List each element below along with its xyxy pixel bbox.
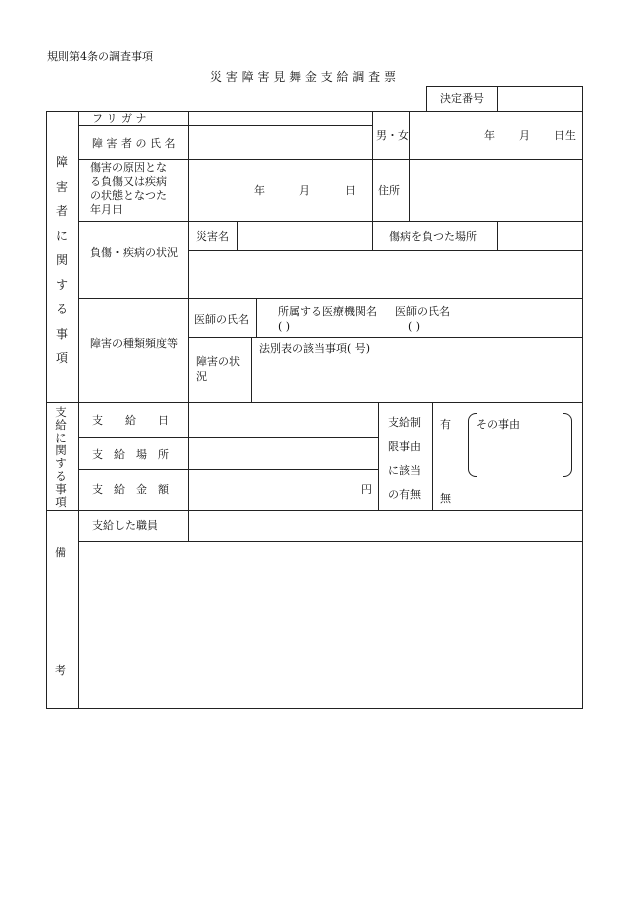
payment-section-label: 支給に関する事項 [55,405,67,509]
remarks-label-top: 備 [55,546,66,559]
restriction-no[interactable]: 無 [440,492,451,505]
doctor-name-label: 医師の氏名 [194,313,249,326]
birth-day-label: 日生 [554,129,576,142]
cause-month-label: 月 [299,184,310,197]
cause-year-label: 年 [254,184,265,197]
address-field[interactable] [410,160,582,220]
disability-kind-label: 障害の種類頻度等 [90,337,178,350]
furigana-label: フ リ ガ ナ [92,112,147,125]
address-label: 住所 [378,184,400,197]
institution-field[interactable]: ( ) [278,320,291,333]
injury-place-label: 傷病を負つた場所 [389,230,477,243]
doctor-name-field[interactable]: ( ) [408,320,421,333]
decision-number-value[interactable] [498,87,582,110]
birth-month-label: 月 [519,129,530,142]
form-title: 災 害 障 害 見 舞 金 支 給 調 査 票 [210,70,396,84]
payment-place-field[interactable] [189,438,377,468]
name-label: 障 害 者 の 氏 名 [92,137,176,150]
restriction-yes[interactable]: 有 [440,418,451,431]
staff-field[interactable] [189,511,582,540]
institution-label: 所属する医療機関名 [278,305,377,318]
doctor-name-label-2: 医師の氏名 [395,305,450,318]
sex-option[interactable]: 男・女 [376,129,409,142]
remarks-label-bottom: 考 [55,664,66,677]
furigana-field[interactable] [189,112,371,124]
disabled-section-label: 障害者に関する事項 [55,155,68,365]
injury-status-field[interactable] [189,251,582,297]
rule-reference: 規則第4条の調査事項 [47,50,153,63]
remarks-field[interactable] [79,542,582,707]
reason-field[interactable] [478,433,560,473]
reason-close-bracket [563,413,572,477]
disaster-name-label: 災害名 [196,230,229,243]
payment-amount-label: 支 給 金 額 [92,483,169,496]
name-field[interactable] [189,126,371,158]
staff-label: 支給した職員 [92,519,158,532]
decision-number-label: 決定番号 [440,92,484,105]
payment-date-label: 支 給 日 [92,414,169,427]
yen-unit: 円 [361,483,372,496]
law-table-label: 法別表の該当事項( 号) [259,342,371,355]
disaster-name-field[interactable] [238,222,371,249]
disability-status-label: 障害の状況 [196,355,240,383]
cause-day-label: 日 [345,184,356,197]
reason-label: その事由 [476,418,520,431]
injury-place-field[interactable] [498,222,582,249]
payment-date-field[interactable] [189,403,377,436]
injury-status-label: 負傷・疾病の状況 [90,246,178,259]
birth-year-label: 年 [484,129,495,142]
payment-place-label: 支 給 場 所 [92,448,169,461]
